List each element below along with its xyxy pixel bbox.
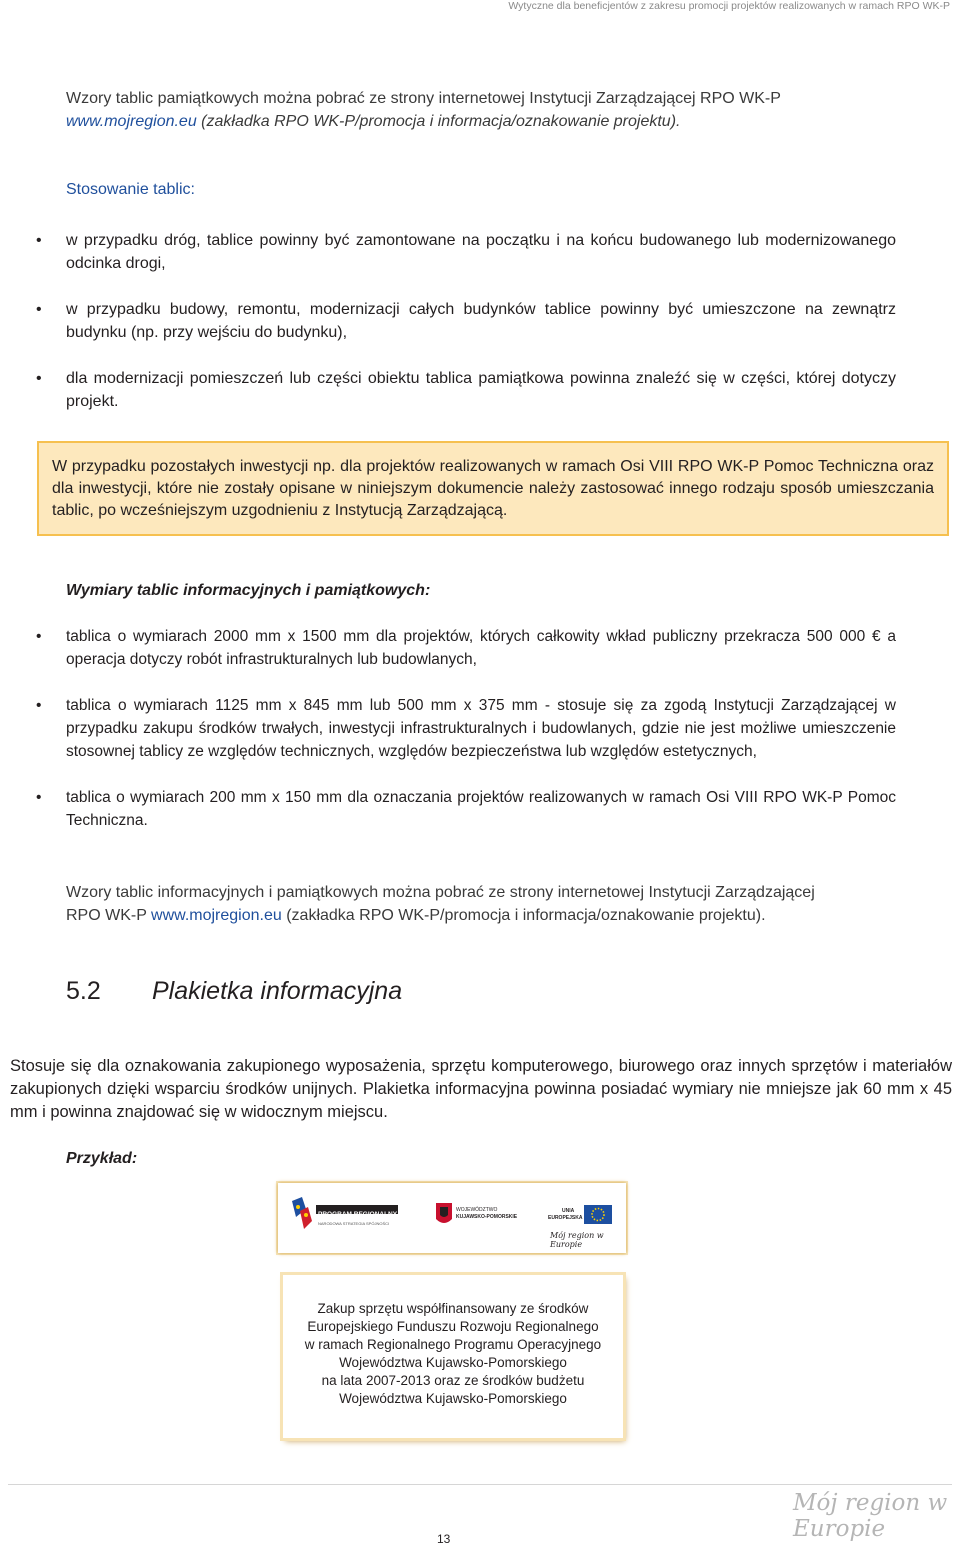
plaque-line: Zakup sprzętu współfinansowany ze środków bbox=[317, 1301, 589, 1316]
logos-strip bbox=[278, 1183, 626, 1253]
usage-item-text: w przypadku dróg, tablice powinny być zamontowane na początku i na końcu budowanego lub modernizowanego odcinka drogi, bbox=[66, 232, 896, 272]
dimension-item-text: tablica o wymiarach 2000 mm x 1500 mm dla projektów, których całkowity wkład publiczny przekracza 500 000 € a operacja dotyczy robót infrastrukturalnych lub budowlanych, bbox=[66, 628, 896, 668]
info-plaque bbox=[283, 1275, 623, 1438]
dimensions-list bbox=[36, 625, 896, 832]
plaque-line: na lata 2007-2013 oraz ze środków budżetu bbox=[321, 1373, 585, 1388]
eu-line2: EUROPEJSKA bbox=[548, 1215, 583, 1221]
program-title: PROGRAM REGIONALNY bbox=[318, 1211, 398, 1218]
program-sub: NARODOWA STRATEGIA SPÓJNOŚCI bbox=[318, 1221, 390, 1226]
plaque-line: Województwa Kujawsko-Pomorskiego bbox=[339, 1355, 567, 1370]
footer-divider bbox=[8, 1484, 952, 1485]
usage-item-text: w przypadku budowy, remontu, modernizacji całych budynków tablice powinny być umieszczone na zewnątrz budynku (np. przy wejściu do budynku), bbox=[66, 301, 896, 341]
section-number: 5.2 bbox=[66, 977, 101, 1005]
voivodeship-logo bbox=[436, 1203, 452, 1223]
usage-title: Stosowanie tablic: bbox=[66, 181, 195, 198]
slogan-small: Mój region w Europie bbox=[550, 1231, 604, 1249]
list-item bbox=[36, 229, 896, 275]
voivodeship-line2: KUJAWSKO-POMORSKIE bbox=[456, 1214, 518, 1220]
plaque-text bbox=[283, 1275, 623, 1408]
plaque-line: Europejskiego Funduszu Rozwoju Regionalnego bbox=[307, 1319, 599, 1334]
intro-line2-rest: (zakładka RPO WK-P/promocja i informacja/oznakowanie projektu). bbox=[196, 113, 681, 130]
usage-item-text: dla modernizacji pomieszczeń lub części obiektu tablica pamiątkowa powinna znaleźć się w części, której dotyczy projekt. bbox=[66, 370, 896, 410]
dimension-item-text: tablica o wymiarach 1125 mm x 845 mm lub 500 mm x 375 mm - stosuje się za zgodą Instytucji Zarządzającej w przypadku zakupu środków trwałych, inwestycji infrastrukturalnych i budowlanych, gdzie nie jest możliwe umieszczenie stosownej tablicy ze względów technicznych, względów bezpieczeństwa lub względów estetycznych, bbox=[66, 697, 896, 760]
bullet-icon: • bbox=[36, 789, 42, 806]
templates-paragraph bbox=[66, 881, 896, 927]
page-number: 13 bbox=[437, 1532, 451, 1546]
bullet-icon: • bbox=[36, 301, 42, 318]
section-title: Plakietka informacyjna bbox=[152, 977, 403, 1005]
templates-line2 bbox=[66, 904, 896, 927]
intro-line2 bbox=[66, 110, 896, 133]
plaque-line: w ramach Regionalnego Programu Operacyjnego bbox=[304, 1337, 602, 1352]
bullet-icon: • bbox=[36, 370, 42, 387]
intro-line1: Wzory tablic pamiątkowych można pobrać ze strony internetowej Instytucji Zarządzającej RPO WK-P bbox=[66, 90, 781, 107]
voivodeship-line1: WOJEWÓDZTWO bbox=[456, 1207, 498, 1213]
mojregion-link[interactable]: www.mojregion.eu bbox=[66, 113, 197, 130]
templates-prefix: RPO WK-P bbox=[66, 907, 152, 924]
usage-list bbox=[36, 229, 896, 413]
section-heading bbox=[66, 977, 402, 1006]
bullet-icon: • bbox=[36, 232, 42, 249]
list-item bbox=[36, 298, 896, 344]
templates-rest: (zakładka RPO WK-P/promocja i informacja/oznakowanie projektu). bbox=[281, 907, 766, 924]
templates-line1: Wzory tablic informacyjnych i pamiątkowych można pobrać ze strony internetowej Instytucji Zarządzającej bbox=[66, 884, 815, 901]
eu-flag-icon bbox=[584, 1205, 612, 1224]
bullet-icon: • bbox=[36, 697, 42, 714]
list-item bbox=[36, 786, 896, 832]
section-body: Stosuje się dla oznakowania zakupionego wyposażenia, sprzętu komputerowego, biurowego oraz innych sprzętów i materiałów zakupionych dzięki wsparciu środków unijnych. Plakietka informacyjna powinna posiadać wymiary nie mniejsze jak 60 mm x 45 mm i powinna znajdować się w widocznym miejscu. bbox=[10, 1057, 952, 1121]
running-header: Wytyczne dla beneficjentów z zakresu promocji projektów realizowanych w ramach RPO WK-P bbox=[508, 0, 950, 12]
eu-line1: UNIA bbox=[562, 1208, 575, 1214]
plaque-line: Województwa Kujawsko-Pomorskiego bbox=[339, 1391, 567, 1406]
dimensions-title: Wymiary tablic informacyjnych i pamiątkowych: bbox=[66, 582, 431, 599]
list-item bbox=[36, 694, 896, 763]
intro-paragraph bbox=[66, 87, 896, 133]
note-text: W przypadku pozostałych inwestycji np. dla projektów realizowanych w ramach Osi VIII RPO WK-P Pomoc Techniczna oraz dla inwestycji, które nie zostały opisane w niniejszym dokumencie należy zastosować innego rodzaju sposób umieszczania tablic, po wcześniejszym uzgodnieniu z Instytucją Zarządzającą. bbox=[52, 458, 934, 519]
note-box bbox=[37, 441, 949, 536]
list-item bbox=[36, 367, 896, 413]
bullet-icon: • bbox=[36, 628, 42, 645]
list-item bbox=[36, 625, 896, 671]
example-label: Przykład: bbox=[66, 1150, 138, 1167]
footer-slogan: Mój region w Europie bbox=[793, 1490, 948, 1542]
dimension-item-text: tablica o wymiarach 200 mm x 150 mm dla oznaczania projektów realizowanych w ramach Osi VIII RPO WK-P Pomoc Techniczna. bbox=[66, 789, 896, 829]
mojregion-link[interactable]: www.mojregion.eu bbox=[151, 907, 282, 924]
